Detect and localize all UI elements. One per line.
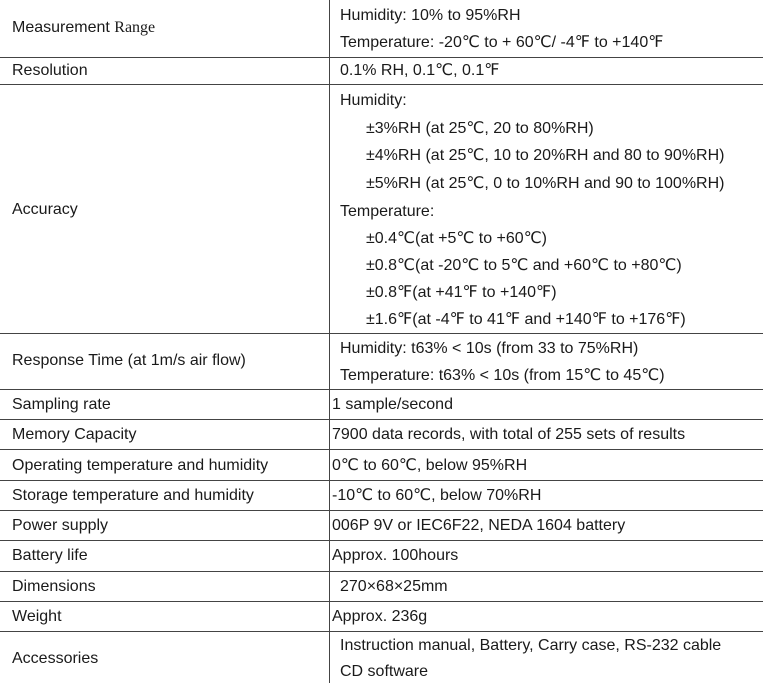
value-line: 006P 9V or IEC6F22, NEDA 1604 battery: [332, 517, 626, 534]
value-line: ±0.4℃(at +5℃ to +60℃): [366, 230, 547, 247]
value-line: ±0.8℃(at -20℃ to 5℃ and +60℃ to +80℃): [366, 257, 682, 274]
row-label-dimensions: Dimensions: [12, 578, 96, 595]
row-label-memory-capacity: Memory Capacity: [12, 426, 137, 443]
row-label-accessories: Accessories: [12, 650, 99, 667]
row-divider: [0, 389, 763, 390]
value-line: Temperature: -20℃ to + 60℃/ -4℉ to +140℉: [340, 34, 664, 51]
row-divider: [0, 84, 763, 85]
value-line: 7900 data records, with total of 255 sets of results: [332, 426, 686, 443]
row-divider: [0, 510, 763, 511]
label-range: Range: [114, 19, 156, 36]
row-divider: [0, 480, 763, 481]
row-label-response-time: Response Time (at 1m/s air flow): [12, 352, 246, 369]
row-divider: [0, 333, 763, 334]
value-line: 0℃ to 60℃, below 95%RH: [332, 457, 528, 474]
row-label-sampling-rate: Sampling rate: [12, 396, 111, 413]
value-line: -10℃ to 60℃, below 70%RH: [332, 487, 542, 504]
row-label-accuracy: Accuracy: [12, 201, 78, 218]
value-line: ±3%RH (at 25℃, 20 to 80%RH): [366, 120, 594, 137]
row-label-operating-temperature: Operating temperature and humidity: [12, 457, 269, 474]
value-line: Temperature:: [340, 203, 435, 220]
row-divider: [0, 419, 763, 420]
value-line: ±0.8℉(at +41℉ to +140℉): [366, 284, 557, 301]
row-label-resolution: Resolution: [12, 62, 88, 79]
value-line: Humidity:: [340, 92, 407, 109]
row-label-storage-temperature: Storage temperature and humidity: [12, 487, 254, 504]
row-divider: [0, 449, 763, 450]
row-label-weight: Weight: [12, 608, 62, 625]
label-measurement: Measurement: [12, 19, 110, 36]
row-label-power-supply: Power supply: [12, 517, 109, 534]
value-line: ±5%RH (at 25℃, 0 to 10%RH and 90 to 100%RH): [366, 175, 725, 192]
value-line: Approx. 236g: [332, 608, 428, 625]
row-divider: [0, 571, 763, 572]
column-divider: [329, 0, 330, 683]
row-divider: [0, 601, 763, 602]
value-line: Humidity: 10% to 95%RH: [340, 7, 521, 24]
row-divider: [0, 540, 763, 541]
value-line: 1 sample/second: [332, 396, 453, 413]
row-divider: [0, 57, 763, 58]
value-line: ±4%RH (at 25℃, 10 to 20%RH and 80 to 90%RH): [366, 147, 725, 164]
value-line: CD software: [340, 663, 429, 680]
value-line: Instruction manual, Battery, Carry case, RS-232 cable: [340, 637, 722, 654]
value-line: 270×68×25mm: [340, 578, 448, 595]
row-label-measurement-range: [12, 18, 155, 38]
value-line: Temperature: t63% < 10s (from 15℃ to 45℃): [340, 367, 665, 384]
row-divider: [0, 631, 763, 632]
value-line: Humidity: t63% < 10s (from 33 to 75%RH): [340, 340, 639, 357]
value-line: ±1.6℉(at -4℉ to 41℉ and +140℉ to +176℉): [366, 311, 686, 328]
row-label-battery-life: Battery life: [12, 547, 88, 564]
value-line: 0.1% RH, 0.1℃, 0.1℉: [340, 62, 500, 79]
value-line: Approx. 100hours: [332, 547, 459, 564]
